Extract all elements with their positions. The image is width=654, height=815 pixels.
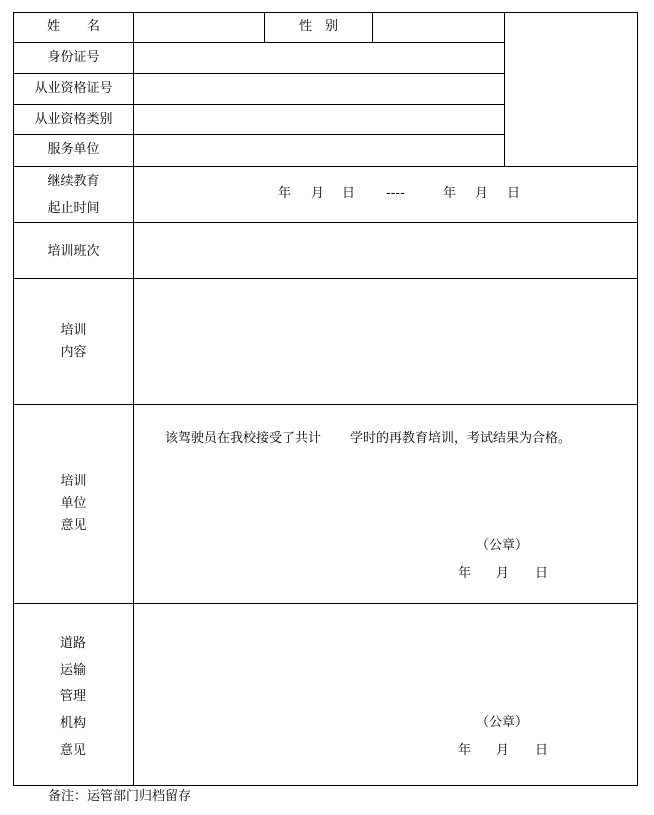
authority-opinion-year: 年 bbox=[458, 743, 472, 758]
period-dash: ---- bbox=[386, 186, 405, 201]
qualification-type-input[interactable] bbox=[135, 106, 503, 133]
unit-opinion-label-line: 意见 bbox=[60, 518, 87, 533]
row-divider bbox=[13, 166, 638, 167]
unit-opinion-month: 月 bbox=[496, 566, 510, 581]
authority-opinion-label-line: 意见 bbox=[60, 743, 87, 758]
row-divider bbox=[13, 42, 505, 43]
name-input[interactable] bbox=[135, 13, 263, 42]
unit-opinion-seal: （公章） bbox=[476, 538, 529, 553]
footer-note: 备注：运管部门归档留存 bbox=[48, 789, 192, 804]
unit-opinion-label-line: 培训 bbox=[60, 474, 87, 489]
period-start-year: 年 bbox=[278, 186, 292, 201]
row-divider bbox=[13, 278, 638, 279]
training-class-input[interactable] bbox=[135, 224, 636, 277]
training-content-input[interactable] bbox=[135, 280, 636, 403]
id-number-input[interactable] bbox=[135, 44, 503, 72]
period-end-month: 月 bbox=[475, 186, 489, 201]
training-class-label: 培训班次 bbox=[47, 244, 100, 259]
unit-opinion-label-line: 单位 bbox=[60, 496, 87, 511]
employer-input[interactable] bbox=[135, 136, 503, 165]
authority-opinion-label-line: 运输 bbox=[60, 663, 87, 678]
qualification-cert-label: 从业资格证号 bbox=[34, 81, 113, 96]
gender-input[interactable] bbox=[374, 13, 503, 42]
unit-opinion-label bbox=[14, 471, 133, 537]
row-divider bbox=[13, 73, 505, 74]
table-border-bottom bbox=[13, 785, 638, 786]
period-end-day: 日 bbox=[507, 186, 521, 201]
label-column-divider bbox=[133, 12, 134, 786]
row-divider bbox=[13, 134, 505, 135]
unit-opinion-year: 年 bbox=[458, 566, 472, 581]
authority-opinion-label-line: 道路 bbox=[60, 636, 87, 651]
unit-opinion-hours-blank[interactable] bbox=[320, 428, 348, 448]
row-divider bbox=[13, 603, 638, 604]
period-start-month: 月 bbox=[311, 186, 325, 201]
photo-area-divider bbox=[504, 12, 505, 167]
id-number-label: 身份证号 bbox=[47, 50, 100, 65]
employer-label: 服务单位 bbox=[47, 142, 100, 157]
period-start-day: 日 bbox=[342, 186, 356, 201]
authority-opinion-month: 月 bbox=[496, 743, 510, 758]
authority-opinion-day: 日 bbox=[535, 743, 549, 758]
qualification-cert-input[interactable] bbox=[135, 75, 503, 103]
unit-opinion-statement-end: 学时的再教育培训，考试结果为合格。 bbox=[350, 431, 572, 446]
row-divider bbox=[13, 404, 638, 405]
unit-opinion-day: 日 bbox=[535, 566, 549, 581]
authority-opinion-label-line: 机构 bbox=[60, 716, 87, 731]
table-border-left bbox=[13, 12, 14, 786]
training-content-label-line: 培训 bbox=[60, 323, 87, 338]
table-border-right bbox=[637, 12, 638, 786]
authority-opinion-label-line: 管理 bbox=[60, 689, 87, 704]
name-label-char-1: 姓 bbox=[47, 19, 61, 34]
row-divider bbox=[13, 222, 638, 223]
photo-area bbox=[506, 13, 636, 166]
row-divider bbox=[13, 104, 505, 105]
qualification-type-label: 从业资格类别 bbox=[34, 112, 113, 127]
name-label-char-2: 名 bbox=[87, 19, 101, 34]
unit-opinion-statement-start: 该驾驶员在我校接受了共计 bbox=[165, 431, 322, 446]
authority-opinion-seal: （公章） bbox=[476, 715, 529, 730]
period-end-year: 年 bbox=[443, 186, 457, 201]
training-content-label-line: 内容 bbox=[60, 345, 87, 360]
training-content-label bbox=[14, 320, 133, 364]
period-label-line-1: 继续教育 bbox=[47, 174, 100, 189]
gender-label-divider-right bbox=[372, 12, 373, 43]
gender-label: 性 别 bbox=[298, 19, 338, 34]
period-label-line-2: 起止时间 bbox=[47, 201, 100, 216]
